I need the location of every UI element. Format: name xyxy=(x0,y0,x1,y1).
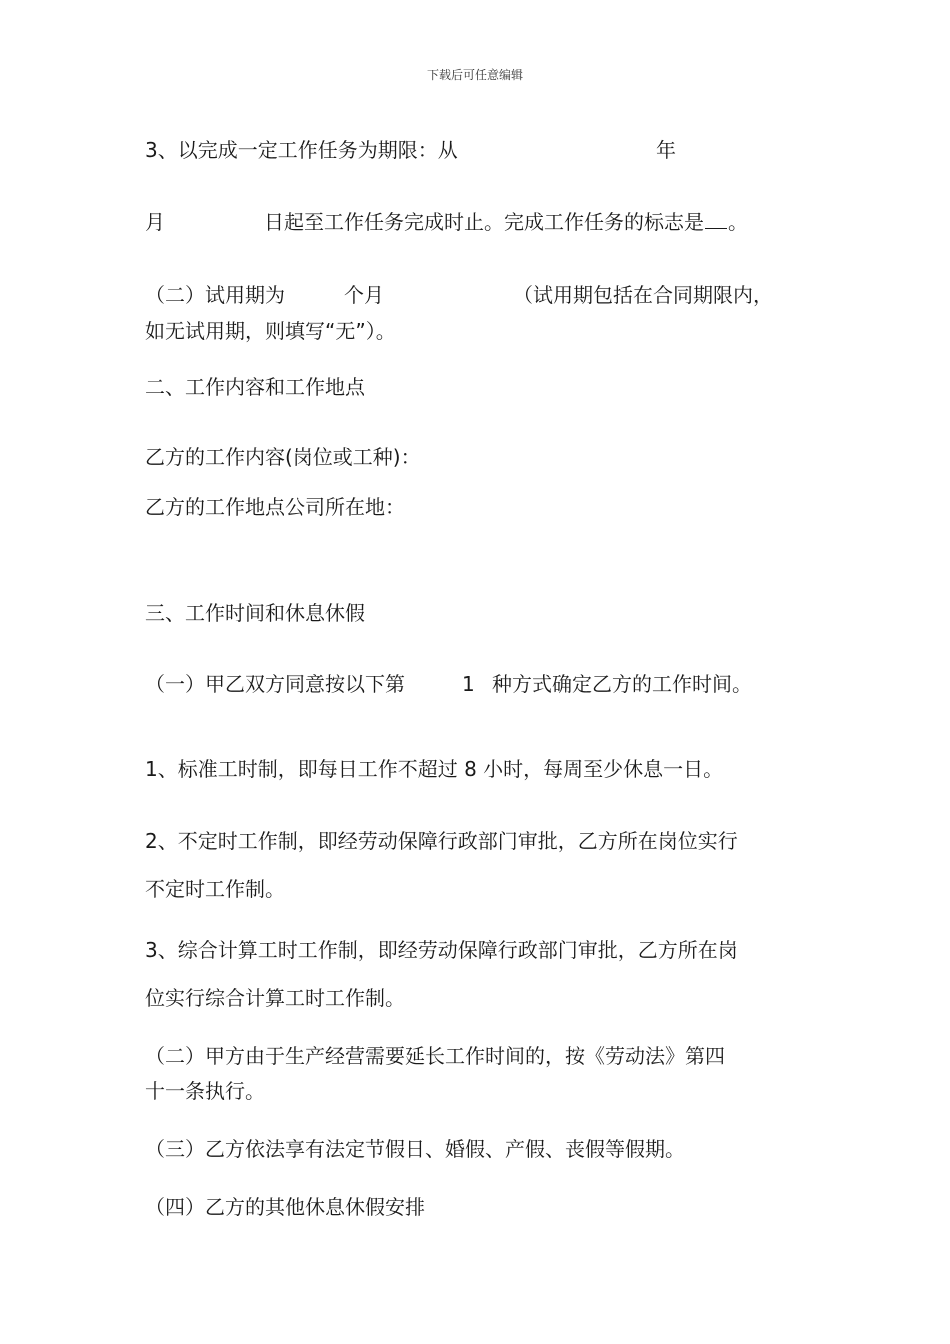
work-hours-option-2a: 2、不定时工作制，即经劳动保障行政部门审批，乙方所在岗位实行 xyxy=(145,829,738,853)
term3-part1: 3、以完成一定工作任务为期限：从 xyxy=(145,138,458,162)
section3-item1-num: 1 xyxy=(462,672,475,696)
section3-title: 三、工作时间和休息休假 xyxy=(145,601,365,625)
work-hours-option-3b: 位实行综合计算工时工作制。 xyxy=(145,986,405,1010)
section3-item1-prefix: （一）甲乙双方同意按以下第 xyxy=(145,672,405,696)
term3-part2: 日起至工作任务完成时止。完成工作任务的标志是 xyxy=(264,210,704,234)
section3-item4: （四）乙方的其他休息休假安排 xyxy=(145,1195,425,1219)
term3-month: 月 xyxy=(145,210,165,234)
term3-line2 xyxy=(264,207,748,237)
section3-item2b: 十一条执行。 xyxy=(145,1079,265,1103)
probation-label: （二）试用期为 xyxy=(145,283,285,307)
work-hours-option-3a: 3、综合计算工时工作制，即经劳动保障行政部门审批，乙方所在岗 xyxy=(145,938,738,962)
page-header: 下载后可任意编辑 xyxy=(426,68,523,82)
section3-item2a: （二）甲方由于生产经营需要延长工作时间的，按《劳动法》第四 xyxy=(145,1044,725,1068)
work-hours-option-2b: 不定时工作制。 xyxy=(145,877,285,901)
term3-line1 xyxy=(145,135,458,165)
work-location: 乙方的工作地点公司所在地： xyxy=(145,495,405,519)
probation-note1: （试用期包括在合同期限内， xyxy=(513,283,773,307)
section2-title: 二、工作内容和工作地点 xyxy=(145,375,365,399)
completion-mark-blank[interactable] xyxy=(705,208,727,229)
term3-end: 。 xyxy=(728,210,748,234)
section3-item1-suffix: 种方式确定乙方的工作时间。 xyxy=(492,672,752,696)
work-content: 乙方的工作内容(岗位或工种)： xyxy=(145,445,421,469)
probation-note2: 如无试用期，则填写“无”）。 xyxy=(145,319,396,343)
section3-item3: （三）乙方依法享有法定节假日、婚假、产假、丧假等假期。 xyxy=(145,1137,685,1161)
work-hours-option-1: 1、标准工时制，即每日工作不超过 8 小时，每周至少休息一日。 xyxy=(145,757,724,781)
term3-year: 年 xyxy=(656,138,676,162)
probation-unit: 个月 xyxy=(344,283,384,307)
